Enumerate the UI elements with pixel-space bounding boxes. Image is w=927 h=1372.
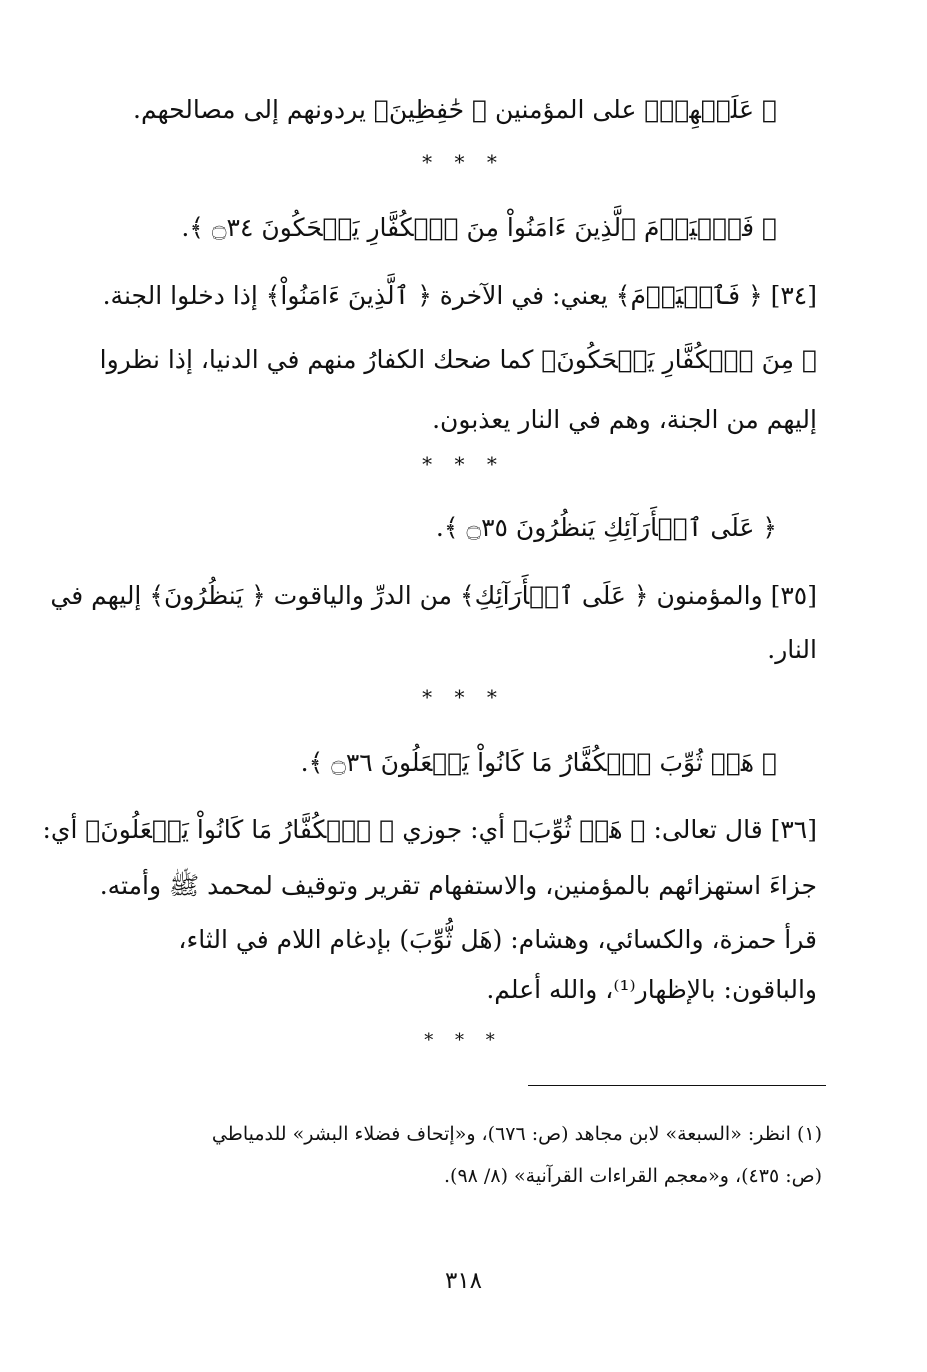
quran-verse-35: ﴿ عَلَى ٱلۡأَرَآئِكِ يَنظُرُونَ ۝٣٥ ﴾. (435, 513, 777, 542)
section-separator-2: * * * (422, 452, 505, 476)
section-separator-3: * * * (422, 685, 505, 709)
page-number: ٣١٨ (444, 1268, 483, 1294)
commentary-36-line-4: والباقون: بالإظهار⁽¹⁾، والله أعلم. (486, 975, 817, 1004)
footnote-line-1: (١) انظر: «السبعة» لابن مجاهد (ص: ٦٧٦)، و«إتحاف فضلاء البشر» للدمياطي (211, 1123, 822, 1145)
commentary-36-line-1: [٣٦] قال تعالى: ﴿ هَلۡ ثُوِّبَ﴾ أي: جوزي ﴿ ٱلۡكُفَّارُ مَا كَانُواْ يَفۡعَلُونَ﴾ أي: (42, 815, 817, 844)
section-separator-4: * * * (424, 1030, 503, 1051)
commentary-35-line-1: [٣٥] والمؤمنون ﴿ عَلَى ٱلۡأَرَآئِكِ﴾ من الدرِّ والياقوت ﴿ يَنظُرُونَ﴾ إليهم في (50, 581, 817, 610)
commentary-34-line-1: [٣٤] ﴿ فَٱلۡيَوۡمَ﴾ يعني: في الآخرة ﴿ ٱلَّذِينَ ءَامَنُواْ﴾ إذا دخلوا الجنة. (102, 281, 817, 310)
commentary-36-line-3: قرأ حمزة، والكسائي، وهشام: (هَل ثُّوِّبَ) بإدغام اللام في الثاء، (178, 925, 817, 954)
text-line-1: ﴿ عَلَيۡهِمۡ﴾ على المؤمنين ﴿ حَٰفِظِينَ﴾ يردونهم إلى مصالحهم. (133, 95, 777, 124)
commentary-35-line-2: النار. (767, 635, 817, 664)
section-separator-1: * * * (422, 150, 505, 174)
commentary-34-line-3: إليهم من الجنة، وهم في النار يعذبون. (432, 405, 817, 434)
quran-verse-34: ﴿ فَٱلۡيَوۡمَ ٱلَّذِينَ ءَامَنُواْ مِنَ ٱلۡكُفَّارِ يَضۡحَكُونَ ۝٣٤ ﴾. (181, 213, 777, 242)
footnote-divider (528, 1085, 826, 1086)
commentary-36-line-2: جزاءَ استهزائهم بالمؤمنين، والاستفهام تقرير وتوقيف لمحمد ﷺ وأمته. (99, 871, 817, 900)
commentary-34-line-2: ﴿ مِنَ ٱلۡكُفَّارِ يَضۡحَكُونَ﴾ كما ضحك الكفارُ منهم في الدنيا، إذا نظروا (99, 345, 817, 374)
quran-verse-36: ﴿ هَلۡ ثُوِّبَ ٱلۡكُفَّارُ مَا كَانُواْ يَفۡعَلُونَ ۝٣٦ ﴾. (300, 748, 777, 777)
footnote-line-2: (ص: ٤٣٥)، و«معجم القراءات القرآنية» (٨/ ٩٨). (444, 1165, 822, 1187)
